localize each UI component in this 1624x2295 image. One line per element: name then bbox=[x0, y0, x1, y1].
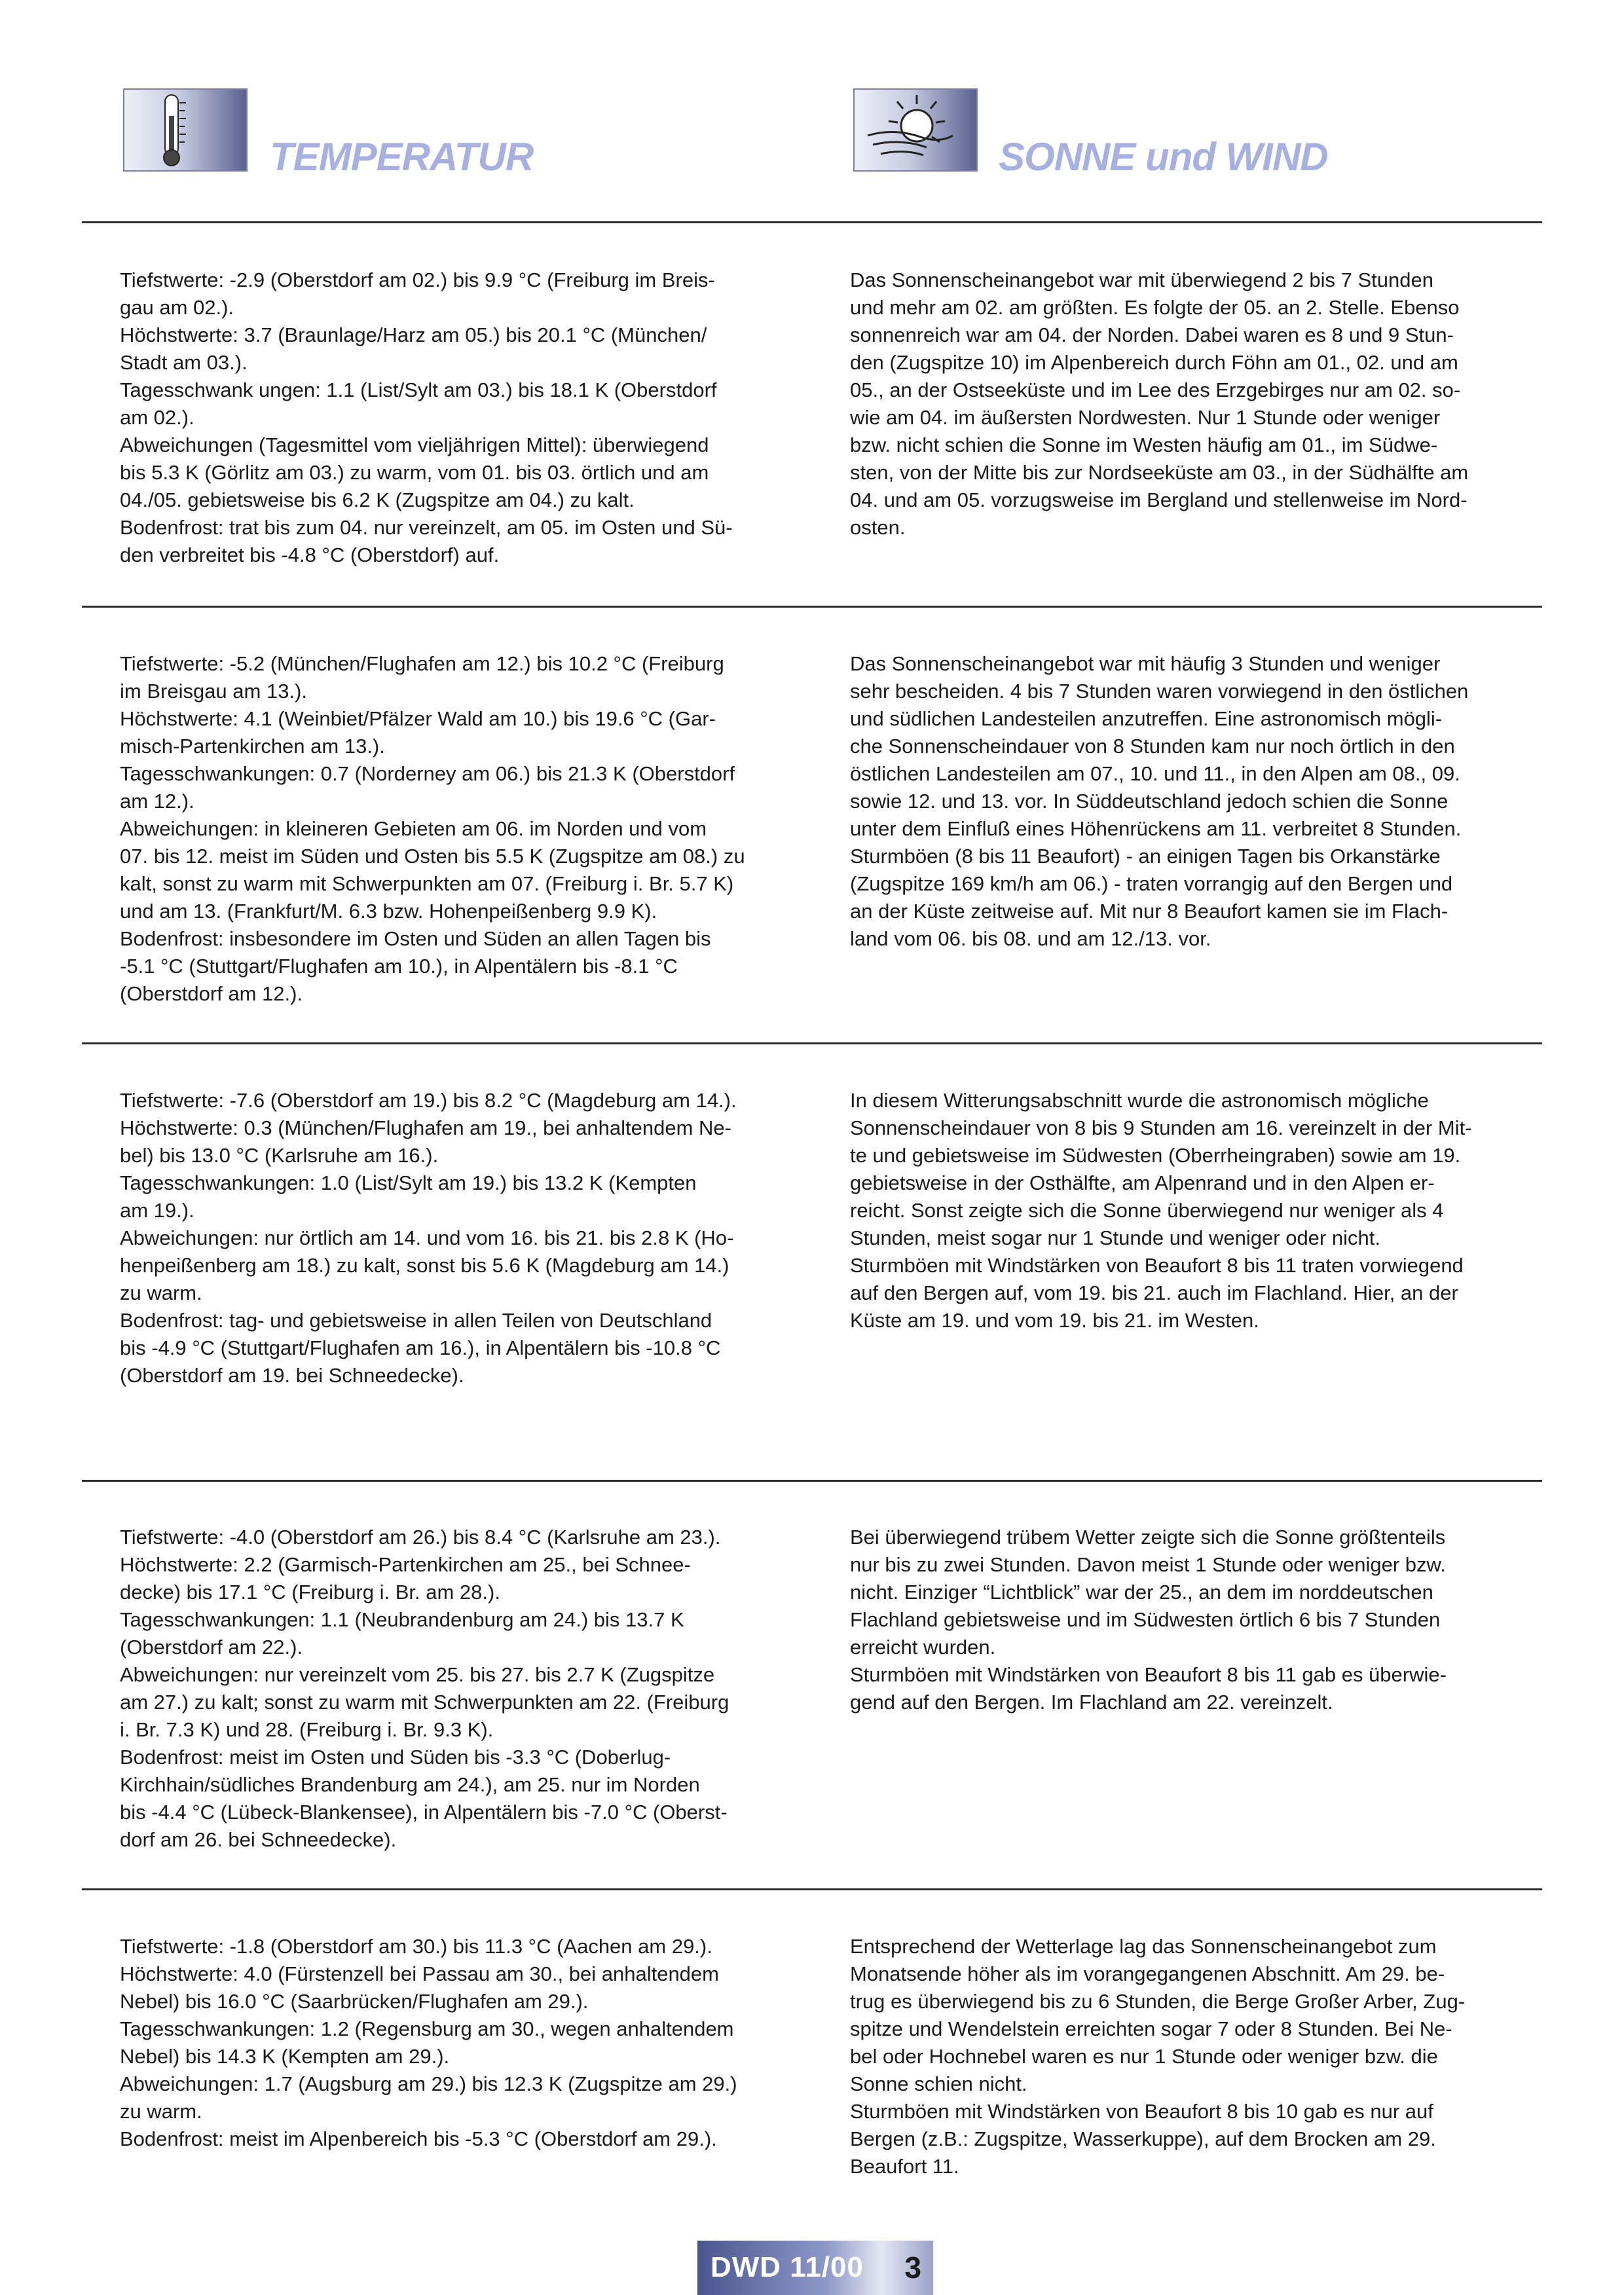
sun-wind-icon bbox=[853, 88, 978, 172]
page-number: 3 bbox=[904, 2250, 921, 2285]
sun-wind-text-5: Entsprechend der Wetterlage lag das Sonnenscheinangebot zum Monatsende höher als im vorangegangenen Abschnitt. Am 29. be- trug es überwiegend bis zu 6 Stunden, die Berge Großer Arber, Zug- spitze und Wendelstein erreichten sogar 7 oder 8 Stunden. Bei Ne- bel oder Hochnebel waren es nur 1 Stunde oder weniger bzw. die Sonne schien nicht. Sturmböen mit Windstärken von Beaufort 8 bis 10 gab es nur auf Bergen (z.B.: Zugspitze, Wasserkuppe), auf dem Brocken am 29. Beaufort 11. bbox=[850, 1935, 1466, 2178]
section-divider bbox=[82, 1480, 1542, 1482]
sun-wind-text-2: Das Sonnenscheinangebot war mit häufig 3 Stunden und weniger sehr bescheiden. 4 bis 7 Stunden waren vorwiegend in den östlichen und südlichen Landesteilen anzutreffen. Eine astronomisch mögli- che Sonnenscheindauer von 8 Stunden kam nur noch örtlich in den östlichen Landesteilen am 07., 10. und 11., in den Alpen am 08., 09. sowie 12. und 13. vor. In Süddeutschland jedoch schien die Sonne unter dem Einfluß eines Höhenrückens am 11. verbreitet 8 Stunden. Sturmböen (8 bis 11 Beaufort) - an einigen Tagen bis Orkanstärke (Zugspitze 169 km/h am 06.) - traten vorrangig auf den Bergen und an der Küste zeitweise auf. Mit nur 8 Beaufort kamen sie im Flach- land vom 06. bis 08. und am 12./13. vor. bbox=[850, 652, 1469, 950]
temperature-text-4: Tiefstwerte: -4.0 (Oberstdorf am 26.) bis 8.4 °C (Karlsruhe am 23.). Höchstwerte: 2.2 (Garmisch-Partenkirchen am 25., bei Schnee- decke) bis 17.1 °C (Freiburg i. Br. am 28.). Tagesschwankungen: 1.1 (Neubrandenburg am 24.) bis 13.7 K (Oberstdorf am 22.). Abweichungen: nur vereinzelt vom 25. bis 27. bis 2.7 K (Zugspitze am 27.) zu kalt; sonst zu warm mit Schwerpunkten am 22. (Freiburg i. Br. 7.3 K) und 28. (Freiburg i. Br. 9.3 K). Bodenfrost: meist im Osten und Süden bis -3.3 °C (Doberlug- Kirchhain/südliches Brandenburg am 24.), am 25. nur im Norden bis -4.4 °C (Lübeck-Blankensee), in Alpentälern bis -7.0 °C (Oberst- dorf am 26. bei Schneedecke). bbox=[120, 1526, 729, 1851]
section-divider bbox=[82, 221, 1542, 223]
sun-wind-text-4: Bei überwiegend trübem Wetter zeigte sich die Sonne größtenteils nur bis zu zwei Stunden. Davon meist 1 Stunde oder weniger bzw. nicht. Einziger “Lichtblick” war der 25., an dem im norddeutschen Flachland gebietsweise und im Südwesten örtlich 6 bis 7 Stunden erreicht wurden. Sturmböen mit Windstärken von Beaufort 8 bis 11 gab es überwie- gend auf den Bergen. Im Flachland am 22. vereinzelt. bbox=[850, 1526, 1447, 1714]
section-divider bbox=[82, 606, 1542, 608]
thermometer-icon bbox=[123, 88, 248, 172]
sun-wind-text-1: Das Sonnenscheinangebot war mit überwiegend 2 bis 7 Stunden und mehr am 02. am größten. Es folgte der 05. an 2. Stelle. Ebenso sonnenreich war am 04. der Norden. Dabei waren es 8 und 9 Stun- den (Zugspitze 10) im Alpenbereich durch Föhn am 01., 02. und am 05., an der Ostseeküste und im Lee des Erzgebirges nur am 02. so- wie am 04. im äußersten Nordwesten. Nur 1 Stunde oder weniger bzw. nicht schien die Sonne im Westen häufig am 01., im Südwe- sten, von der Mitte bis zur Nordseeküste am 03., in der Südhälfte am 04. und am 05. vorzugsweise im Bergland und stellenweise im Nord- osten. bbox=[850, 268, 1469, 539]
temperatur-heading: TEMPERATUR bbox=[270, 135, 534, 179]
section-divider bbox=[82, 1888, 1542, 1890]
temperature-text-3: Tiefstwerte: -7.6 (Oberstdorf am 19.) bis 8.2 °C (Magdeburg am 14.). Höchstwerte: 0.3 (München/Flughafen am 19., bei anhaltendem Ne- bel) bis 13.0 °C (Karlsruhe am 16.). Tagesschwankungen: 1.0 (List/Sylt am 19.) bis 13.2 K (Kempten am 19.). Abweichungen: nur örtlich am 14. und vom 16. bis 21. bis 2.8 K (Ho- henpeißenberg am 18.) zu kalt, sonst bis 5.6 K (Magdeburg am 14.) zu warm. Bodenfrost: tag- und gebietsweise in allen Teilen von Deutschland bis -4.9 °C (Stuttgart/Flughafen am 16.), in Alpentälern bis -10.8 °C (Oberstdorf am 19. bei Schneedecke). bbox=[120, 1089, 737, 1387]
temperature-text-1: Tiefstwerte: -2.9 (Oberstdorf am 02.) bis 9.9 °C (Freiburg im Breis- gau am 02.). Höchstwerte: 3.7 (Braunlage/Harz am 05.) bis 20.1 °C (München/ Stadt am 03.). Tagesschwank ungen: 1.1 (List/Sylt am 03.) bis 18.1 K (Oberstdorf am 02.). Abweichungen (Tagesmittel vom vieljährigen Mittel): überwiegend bis 5.3 K (Görlitz am 03.) zu warm, vom 01. bis 03. örtlich und am 04./05. gebietsweise bis 6.2 K (Zugspitze am 04.) zu kalt. Bodenfrost: trat bis zum 04. nur vereinzelt, am 05. im Osten und Sü- den verbreitet bis -4.8 °C (Oberstdorf) auf. bbox=[120, 268, 733, 566]
page-footer bbox=[697, 2241, 933, 2295]
temperature-text-5: Tiefstwerte: -1.8 (Oberstdorf am 30.) bis 11.3 °C (Aachen am 29.). Höchstwerte: 4.0 (Fürstenzell bei Passau am 30., bei anhaltendem Nebel) bis 16.0 °C (Saarbrücken/Flughafen am 29.). Tagesschwankungen: 1.2 (Regensburg am 30., wegen anhaltendem Nebel) bis 14.3 K (Kempten am 29.). Abweichungen: 1.7 (Augsburg am 29.) bis 12.3 K (Zugspitze am 29.) zu warm. Bodenfrost: meist im Alpenbereich bis -5.3 °C (Oberstdorf am 29.). bbox=[120, 1935, 737, 2150]
sun-wind-text-3: In diesem Witterungsabschnitt wurde die astronomisch mögliche Sonnenscheindauer von 8 bis 9 Stunden am 16. vereinzelt in der Mit- te und gebietsweise im Südwesten (Oberrheingraben) sowie am 19. gebietsweise in der Osthälfte, am Alpenrand und in den Alpen er- reicht. Sonst zeigte sich die Sonne überwiegend nur weniger als 4 Stunden, meist sogar nur 1 Stunde und weniger oder nicht. Sturmböen mit Windstärken von Beaufort 8 bis 11 traten vorwiegend auf den Bergen auf, vom 19. bis 21. auch im Flachland. Hier, an der Küste am 19. und vom 19. bis 21. im Westen. bbox=[850, 1089, 1472, 1332]
section-divider bbox=[82, 1042, 1542, 1044]
sonne-wind-heading: SONNE und WIND bbox=[999, 135, 1328, 179]
footer-label: DWD 11/00 bbox=[710, 2251, 864, 2283]
temperature-text-2: Tiefstwerte: -5.2 (München/Flughafen am 12.) bis 10.2 °C (Freiburg im Breisgau am 13.). Höchstwerte: 4.1 (Weinbiet/Pfälzer Wald am 10.) bis 19.6 °C (Gar- misch-Partenkirchen am 13.). Tagesschwankungen: 0.7 (Norderney am 06.) bis 21.3 K (Oberstdorf am 12.). Abweichungen: in kleineren Gebieten am 06. im Norden und vom 07. bis 12. meist im Süden und Osten bis 5.5 K (Zugspitze am 08.) zu kalt, sonst zu warm mit Schwerpunkten am 07. (Freiburg i. Br. 5.7 K) und am 13. (Frankfurt/M. 6.3 bzw. Hohenpeißenberg 9.9 K). Bodenfrost: insbesondere im Osten und Süden an allen Tagen bis -5.1 °C (Stuttgart/Flughafen am 10.), in Alpentälern bis -8.1 °C (Oberstdorf am 12.). bbox=[120, 652, 745, 1005]
